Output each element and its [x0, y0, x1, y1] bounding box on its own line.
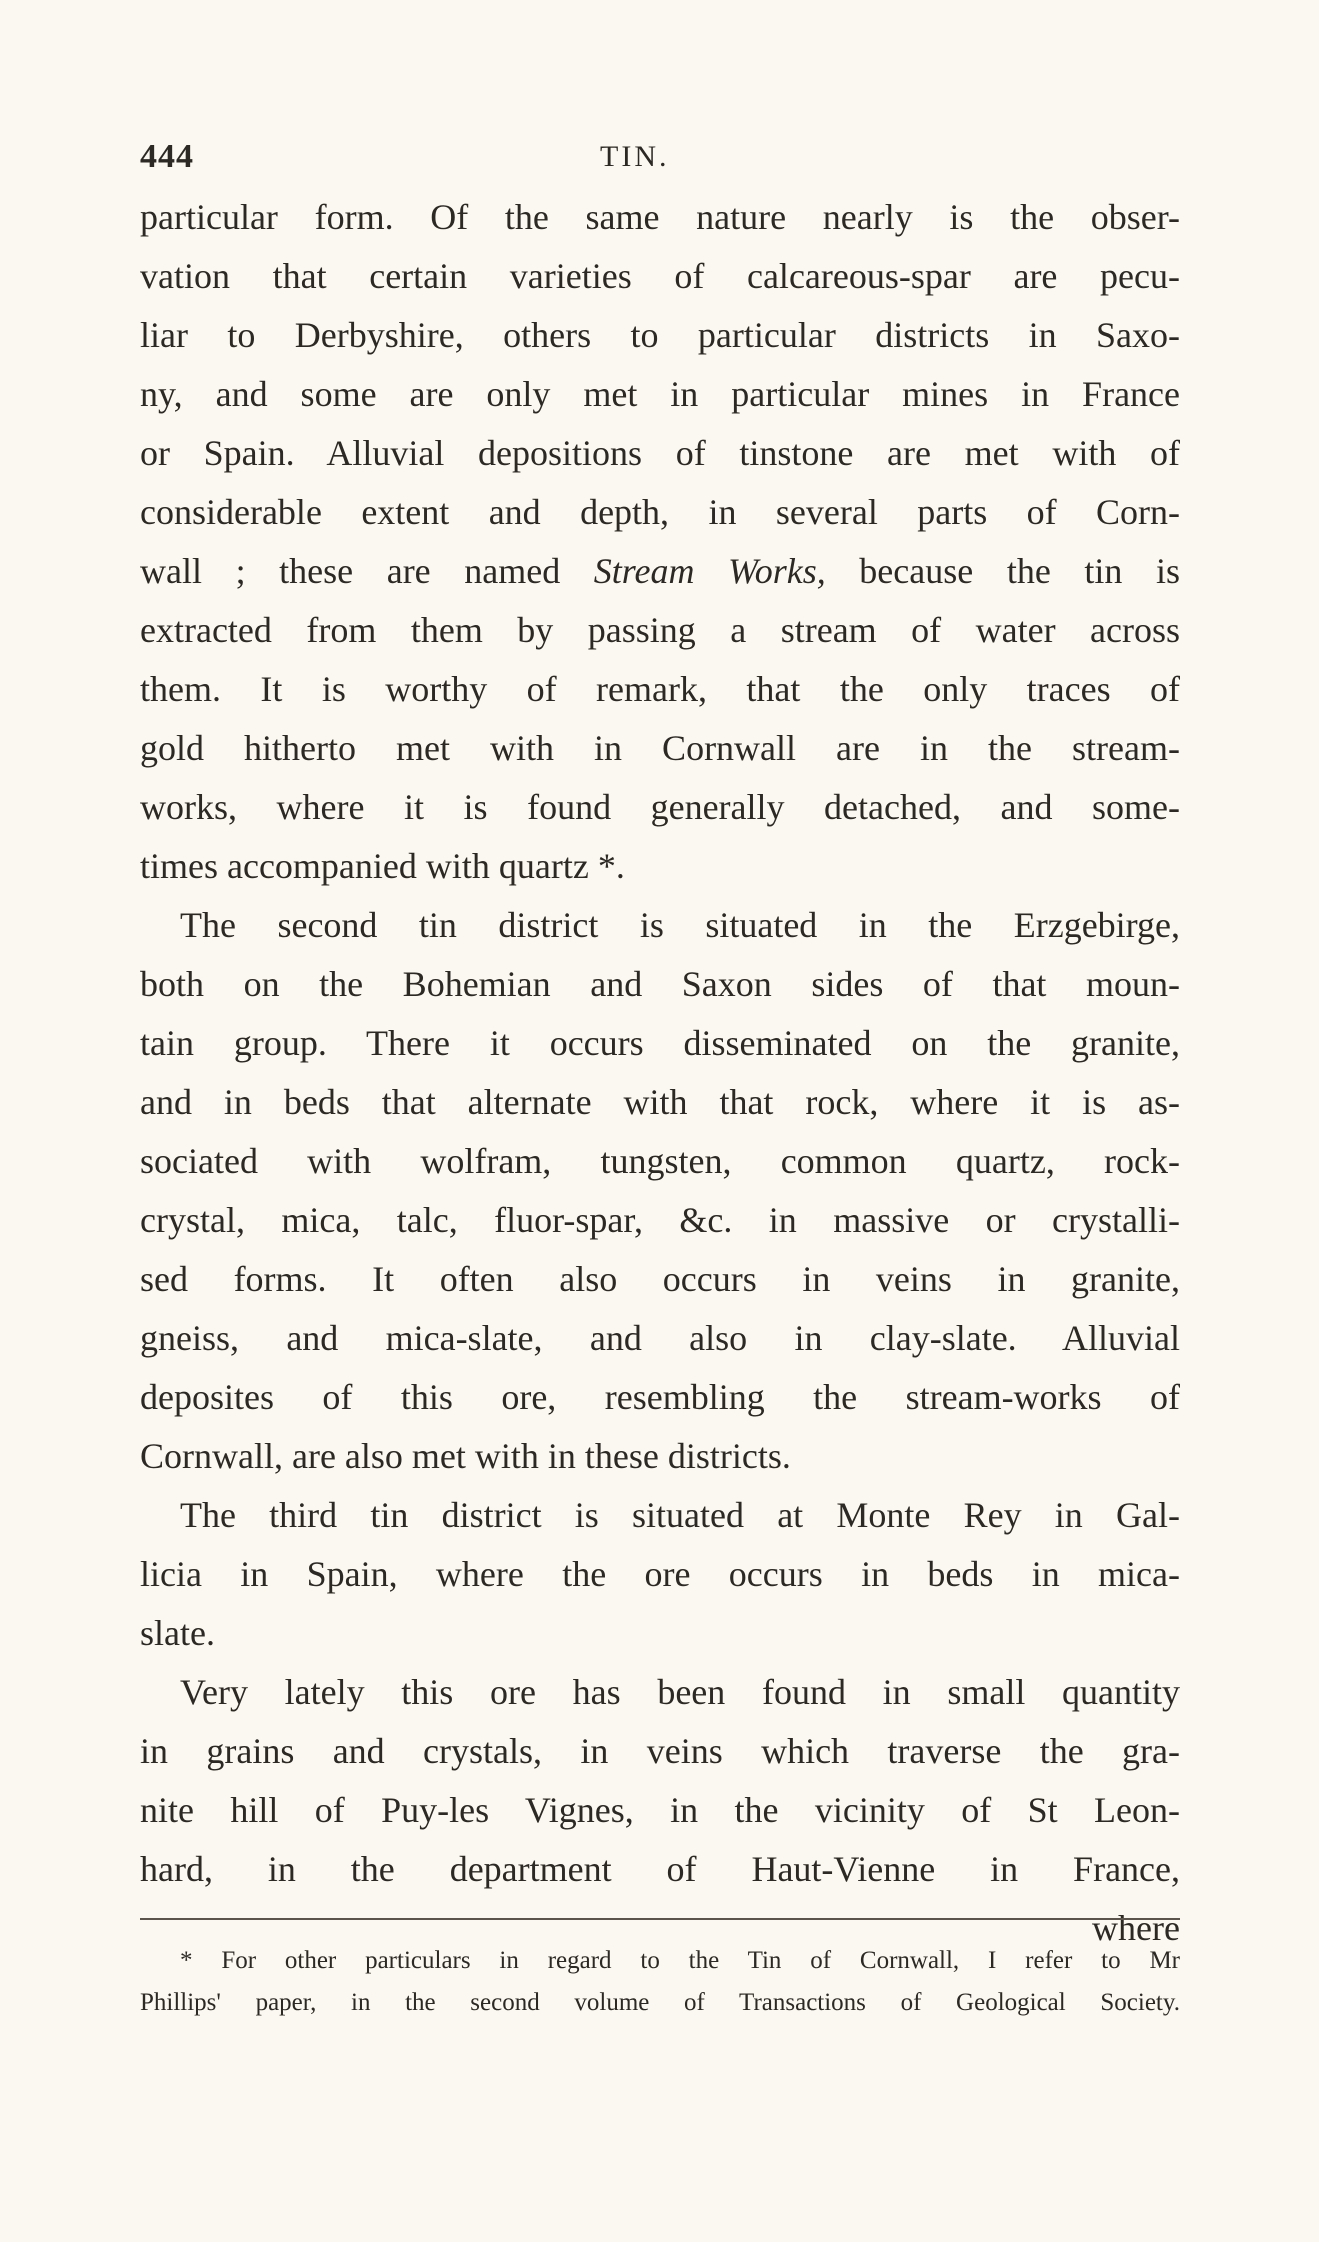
text-line: crystal, mica, talc, fluor-spar, &c. in massive or crystalli-: [140, 1200, 1180, 1240]
text-line: licia in Spain, where the ore occurs in beds in mica-: [140, 1554, 1180, 1594]
text-line: considerable extent and depth, in several parts of Corn-: [140, 492, 1180, 532]
paragraph-start: Very lately this ore has been found in small quantity: [180, 1672, 1180, 1712]
text-line: sed forms. It often also occurs in veins in granite,: [140, 1259, 1180, 1299]
text-line: liar to Derbyshire, others to particular districts in Saxo-: [140, 315, 1180, 355]
page-number: 444: [140, 138, 194, 175]
text-line: and in beds that alternate with that rock, where it is as-: [140, 1082, 1180, 1122]
text-line: [140, 542, 1180, 601]
text-line: extracted from them by passing a stream of water across: [140, 610, 1180, 650]
text-line: both on the Bohemian and Saxon sides of that moun-: [140, 964, 1180, 1004]
text-segment: wall ; these are named: [140, 551, 594, 591]
text-line: works, where it is found generally detached, and some-: [140, 787, 1180, 827]
footnote-line: Phillips' paper, in the second volume of Transactions of Geological Society.: [140, 1989, 1180, 2016]
text-line: ny, and some are only met in particular mines in France: [140, 374, 1180, 414]
text-line: hard, in the department of Haut-Vienne in France,: [140, 1849, 1180, 1889]
italic-term: Stream Works,: [593, 551, 826, 591]
text-line: particular form. Of the same nature nearly is the obser-: [140, 197, 1180, 237]
paragraph-start: The second tin district is situated in the Erzgebirge,: [180, 905, 1180, 945]
text-line: in grains and crystals, in veins which traverse the gra-: [140, 1731, 1180, 1771]
running-head: TIN.: [600, 140, 670, 173]
text-segment: because the tin is: [825, 551, 1180, 591]
text-line: gneiss, and mica-slate, and also in clay-slate. Alluvial: [140, 1318, 1180, 1358]
paragraph-start: The third tin district is situated at Monte Rey in Gal-: [180, 1495, 1180, 1535]
body-text: [140, 188, 1180, 1958]
footnote: [140, 1940, 1180, 2024]
text-line: times accompanied with quartz *.: [140, 846, 625, 886]
text-line: nite hill of Puy-les Vignes, in the vicinity of St Leon-: [140, 1790, 1180, 1830]
footnote-line: * For other particulars in regard to the Tin of Cornwall, I refer to Mr: [180, 1947, 1180, 1974]
text-line: deposites of this ore, resembling the stream-works of: [140, 1377, 1180, 1417]
text-line: gold hitherto met with in Cornwall are in the stream-: [140, 728, 1180, 768]
page-header: [140, 138, 1180, 188]
text-line: vation that certain varieties of calcareous-spar are pecu-: [140, 256, 1180, 296]
text-line: Cornwall, are also met with in these districts.: [140, 1436, 791, 1476]
catchword: where: [1092, 1908, 1180, 1948]
text-line: tain group. There it occurs disseminated on the granite,: [140, 1023, 1180, 1063]
text-line: sociated with wolfram, tungsten, common quartz, rock-: [140, 1141, 1180, 1181]
text-line: or Spain. Alluvial depositions of tinstone are met with of: [140, 433, 1180, 473]
text-line: slate.: [140, 1613, 215, 1653]
footnote-rule: [140, 1918, 1180, 1920]
text-line: them. It is worthy of remark, that the only traces of: [140, 669, 1180, 709]
